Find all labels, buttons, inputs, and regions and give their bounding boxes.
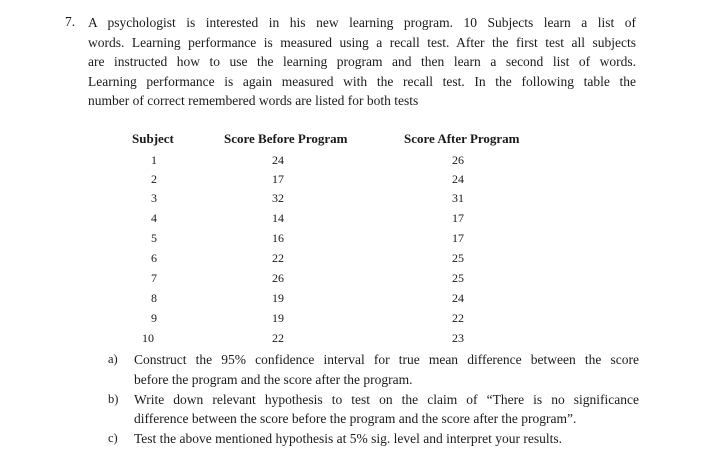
question-line: Learning performance is again measured with the recall test. In the following table the bbox=[88, 73, 636, 89]
header-score-after: Score After Program bbox=[404, 131, 520, 146]
cell-score-before: 19 bbox=[272, 311, 284, 325]
cell-score-before: 24 bbox=[272, 153, 284, 167]
table-row bbox=[120, 251, 580, 270]
cell-score-before: 22 bbox=[272, 251, 284, 265]
cell-score-after: 17 bbox=[452, 231, 464, 245]
cell-score-before: 32 bbox=[272, 191, 284, 205]
cell-score-after: 22 bbox=[452, 311, 464, 325]
table-row bbox=[120, 153, 580, 172]
table-row bbox=[120, 172, 580, 191]
cell-score-after: 31 bbox=[452, 191, 464, 205]
cell-score-before: 17 bbox=[272, 172, 284, 186]
cell-score-after: 24 bbox=[452, 172, 464, 186]
cell-score-after: 25 bbox=[452, 251, 464, 265]
cell-subject: 8 bbox=[151, 291, 157, 305]
cell-subject: 4 bbox=[151, 211, 157, 225]
sub-question-text bbox=[134, 429, 639, 449]
question-line: number of correct remembered words are listed for both tests bbox=[88, 93, 419, 109]
cell-score-after: 26 bbox=[452, 153, 464, 167]
cell-subject: 7 bbox=[151, 271, 157, 285]
table-row bbox=[120, 191, 580, 210]
sub-question-line: before the program and the score after the program. bbox=[134, 371, 413, 387]
cell-subject: 6 bbox=[151, 251, 157, 265]
cell-subject: 10 bbox=[142, 331, 154, 345]
table-row bbox=[120, 271, 580, 290]
cell-subject: 3 bbox=[151, 191, 157, 205]
table-row bbox=[120, 211, 580, 230]
cell-score-after: 24 bbox=[452, 291, 464, 305]
cell-subject: 1 bbox=[151, 153, 157, 167]
sub-questions bbox=[108, 350, 648, 449]
table-row bbox=[120, 231, 580, 250]
sub-question-line: Write down relevant hypothesis to test on the claim of “There is no significance bbox=[134, 391, 639, 407]
question-line: are instructed how to use the learning program and then learn a second list of words. bbox=[88, 54, 636, 70]
question-line: words. Learning performance is measured using a recall test. After the first test all subjects bbox=[88, 34, 636, 50]
sub-question-label: b) bbox=[108, 391, 119, 406]
cell-subject: 2 bbox=[151, 172, 157, 186]
sub-question-label: c) bbox=[108, 431, 118, 446]
cell-score-after: 17 bbox=[452, 211, 464, 225]
sub-question-text bbox=[134, 350, 639, 390]
question-line: A psychologist is interested in his new learning program. 10 Subjects learn a list of bbox=[88, 15, 636, 30]
sub-question-b bbox=[108, 390, 648, 430]
sub-question-a bbox=[108, 350, 648, 390]
sub-question-line: difference between the score before the program and the score after the program”. bbox=[134, 411, 577, 427]
cell-score-before: 14 bbox=[272, 211, 284, 225]
cell-score-after: 25 bbox=[452, 271, 464, 285]
table-row bbox=[120, 311, 580, 330]
cell-subject: 5 bbox=[151, 231, 157, 245]
sub-question-label: a) bbox=[108, 352, 118, 366]
cell-score-before: 19 bbox=[272, 291, 284, 305]
table-row bbox=[120, 291, 580, 310]
cell-subject: 9 bbox=[151, 311, 157, 325]
sub-question-line: Test the above mentioned hypothesis at 5% sig. level and interpret your results. bbox=[134, 431, 562, 447]
question-text bbox=[88, 13, 636, 111]
question-number: 7. bbox=[65, 14, 76, 29]
cell-score-before: 22 bbox=[272, 331, 284, 345]
header-score-before: Score Before Program bbox=[224, 131, 348, 146]
sub-question-line: Construct the 95% confidence interval for true mean difference between the score bbox=[134, 352, 639, 367]
cell-score-before: 26 bbox=[272, 271, 284, 285]
sub-question-c bbox=[108, 429, 648, 449]
cell-score-after: 23 bbox=[452, 331, 464, 345]
header-subject: Subject bbox=[132, 131, 174, 146]
cell-score-before: 16 bbox=[272, 231, 284, 245]
table-row bbox=[120, 331, 580, 350]
sub-question-text bbox=[134, 390, 639, 430]
